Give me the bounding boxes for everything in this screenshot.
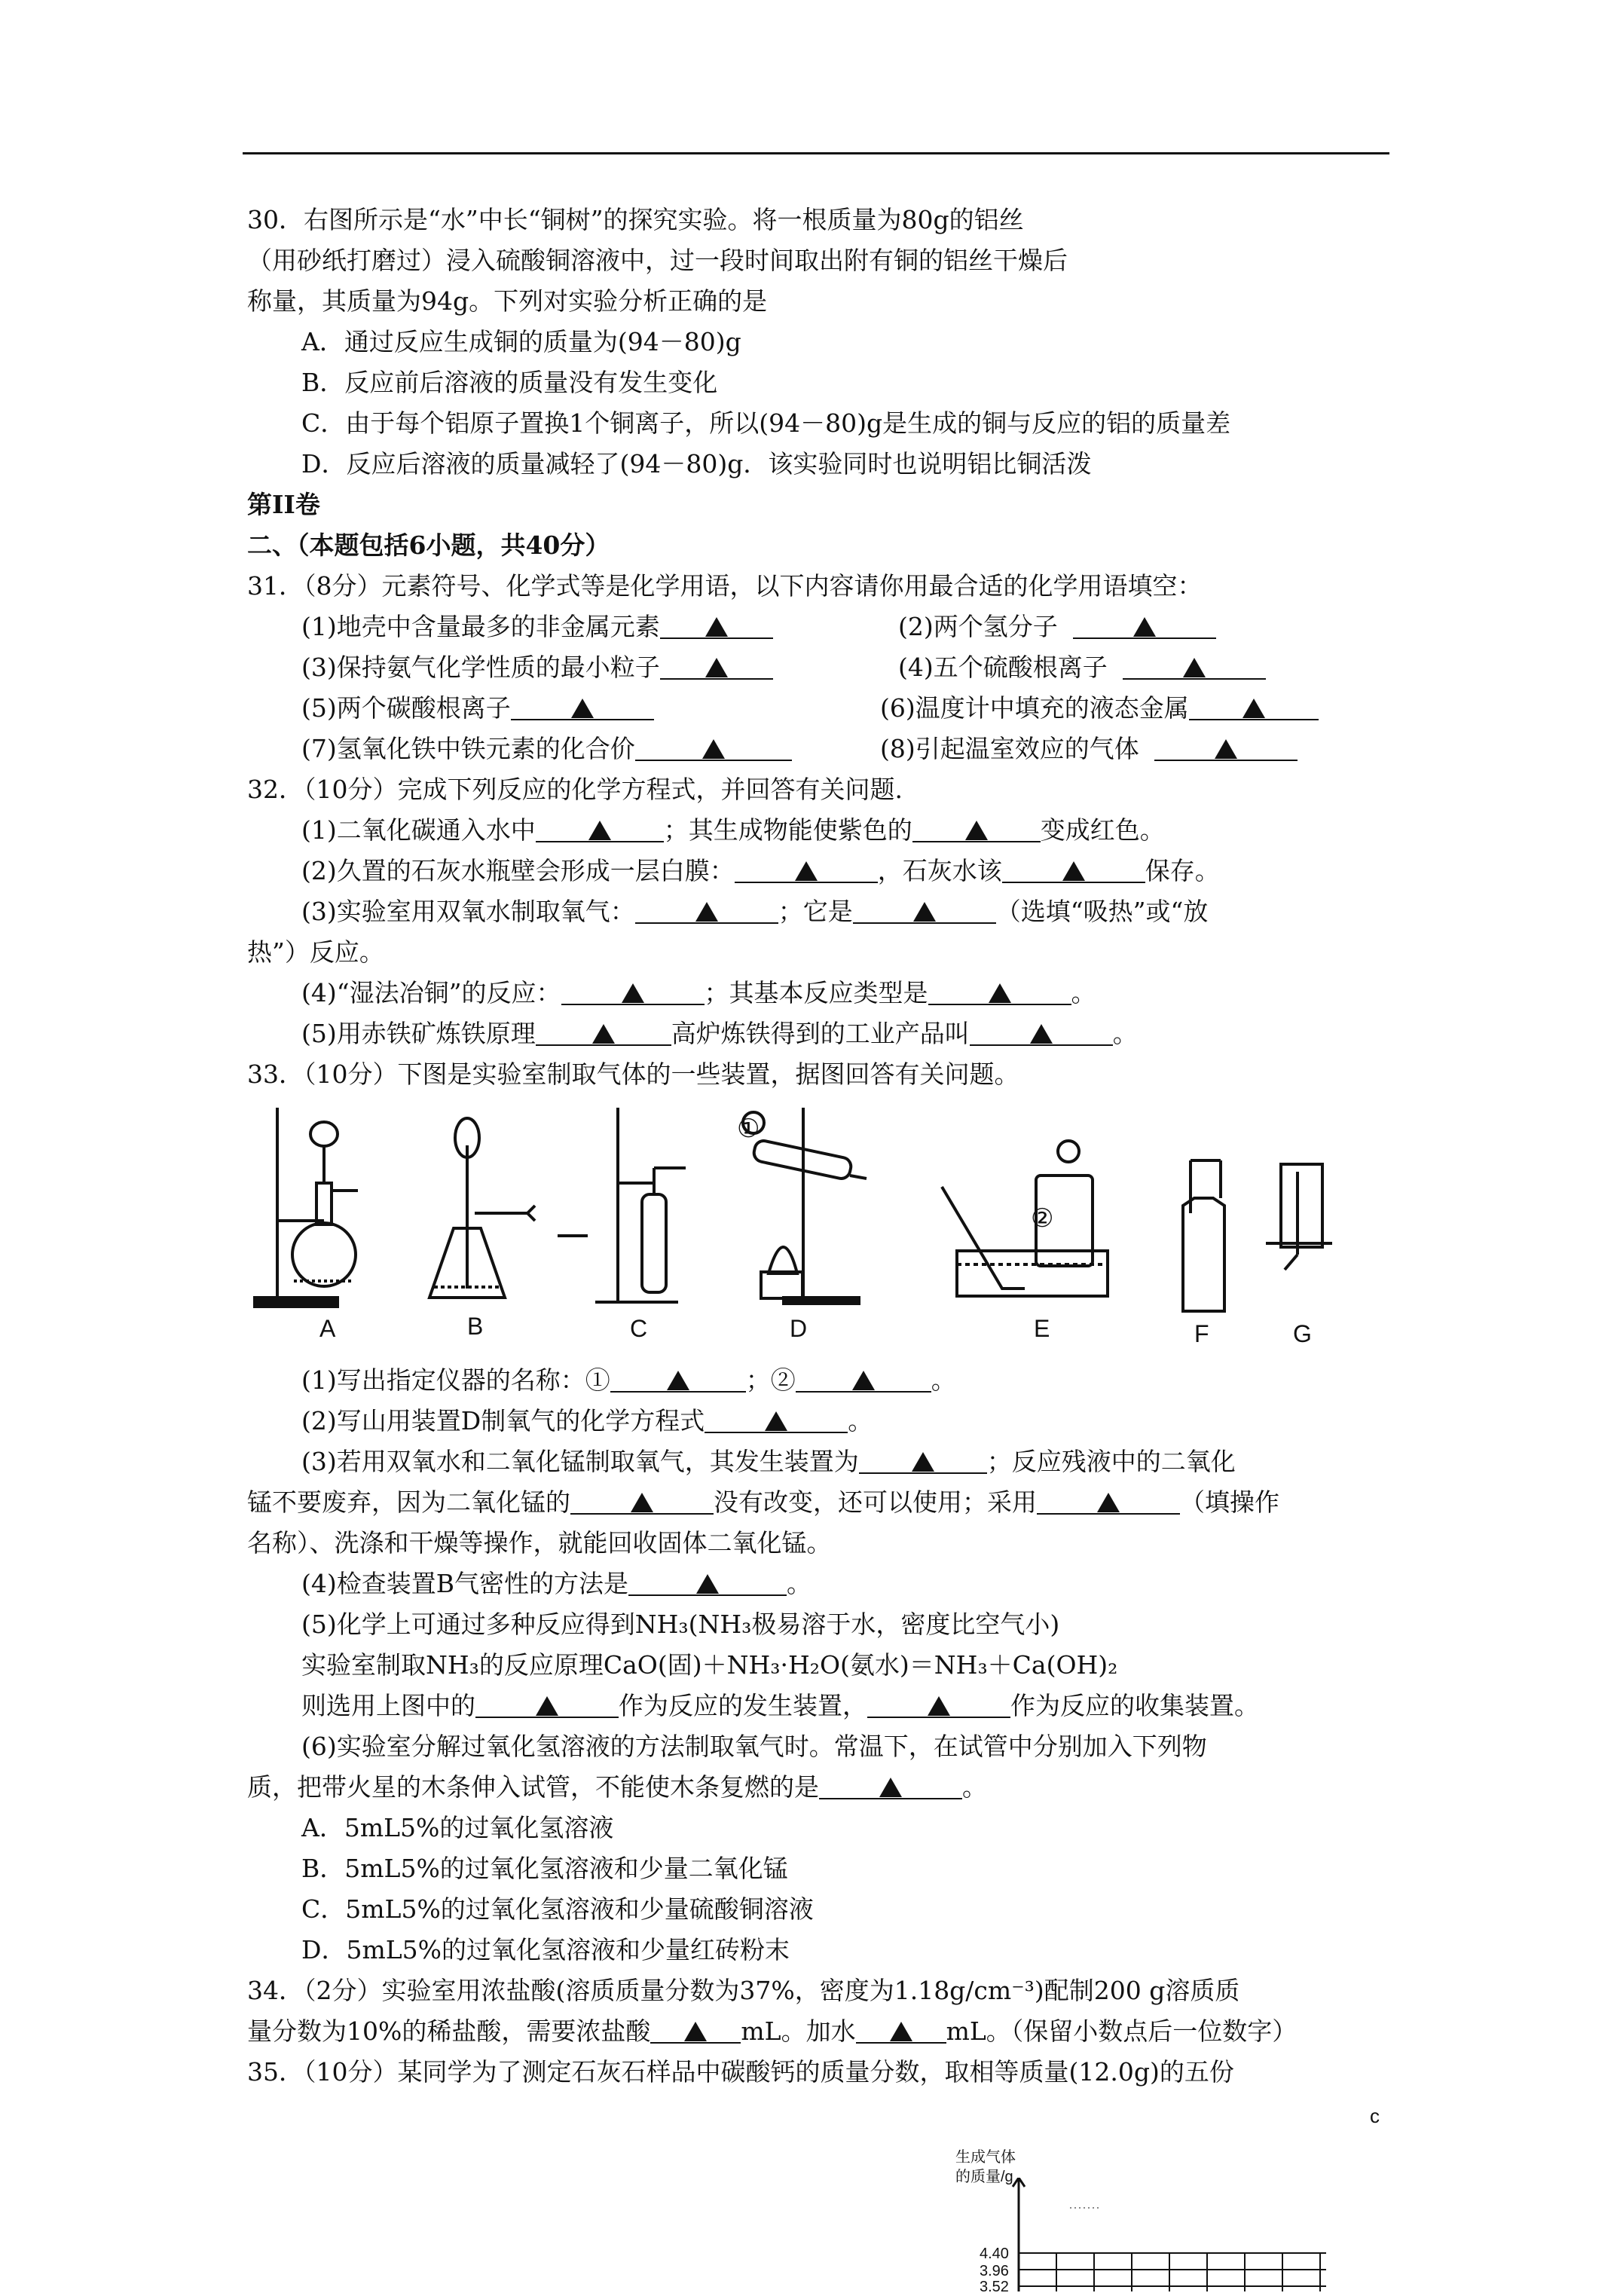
blank-triangle-icon	[1062, 861, 1085, 881]
q32-line-5: (5)用赤铁矿炼铁原理 高炉炼铁得到的工业产品叫 。	[301, 1019, 1138, 1048]
apparatus-g	[1266, 1164, 1332, 1270]
marker-2: ②	[1031, 1204, 1054, 1233]
answer-blank[interactable]	[856, 2015, 946, 2044]
blank-triangle-icon	[1097, 1493, 1120, 1512]
tick-3-96: 3.96	[980, 2263, 1009, 2279]
blank-triangle-icon	[989, 983, 1011, 1003]
q30-option-b: B．反应前后溶液的质量没有发生变化	[301, 368, 718, 397]
blank-triangle-icon	[965, 821, 988, 840]
q33-part-4: (4)检查装置B气密性的方法是 。	[301, 1569, 812, 1598]
q30-option-d: D．反应后溶液的质量减轻了(94－80)g．该实验同时也说明铝比铜活泼	[301, 449, 1092, 478]
answer-blank[interactable]	[1123, 651, 1266, 680]
blank-triangle-icon	[684, 2022, 707, 2041]
answer-blank[interactable]	[561, 977, 705, 1005]
answer-blank[interactable]	[475, 1689, 619, 1718]
blank-triangle-icon	[571, 699, 594, 718]
q31-item-2: (2)两个氢分子	[898, 610, 1216, 644]
answer-blank[interactable]	[928, 977, 1071, 1005]
q31-item-3: (3)保持氨气化学性质的最小粒子	[301, 651, 773, 684]
blank-triangle-icon	[913, 902, 936, 922]
apparatus-c	[558, 1108, 686, 1302]
blank-triangle-icon	[705, 617, 728, 637]
blank-triangle-icon	[879, 1778, 902, 1797]
apparatus-d	[743, 1108, 867, 1304]
answer-blank[interactable]	[819, 1771, 962, 1799]
answer-blank[interactable]	[853, 895, 996, 924]
blank-triangle-icon	[1243, 699, 1265, 718]
blank-triangle-icon	[702, 739, 725, 759]
blank-triangle-icon	[622, 983, 644, 1003]
answer-blank[interactable]	[1037, 1486, 1180, 1515]
q30-stem-line-3: 称量，其质量为94g。下列对实验分析正确的是	[247, 286, 768, 316]
q32-line-2: (2)久置的石灰水瓶壁会形成一层白膜： ，石灰水该 保存。	[301, 856, 1220, 885]
blank-triangle-icon	[536, 1696, 558, 1716]
blank-triangle-icon	[765, 1411, 787, 1431]
answer-blank[interactable]	[796, 1364, 931, 1393]
q31-stem: 31．（8分）元素符号、化学式等是化学用语，以下内容请你用最合适的化学用语填空：	[247, 571, 1203, 601]
q33-part-3-end: 名称）、洗涤和干燥等操作，就能回收固体二氧化锰。	[247, 1528, 832, 1558]
blank-triangle-icon	[1215, 739, 1237, 759]
q31-item-1: (1)地壳中含量最多的非金属元素	[301, 610, 773, 644]
blank-triangle-icon	[696, 1574, 719, 1594]
marker-1: ①	[737, 1114, 760, 1143]
q33-part-6-cont: 质，把带火星的木条伸入试管，不能使木条复燃的是 。	[247, 1772, 987, 1802]
answer-blank[interactable]	[536, 814, 664, 842]
q33-part-6: (6)实验室分解过氧化氢溶液的方法制取氧气时。常温下，在试管中分别加入下列物	[301, 1732, 1207, 1761]
label-g: G	[1293, 1320, 1312, 1347]
answer-blank[interactable]	[628, 1567, 787, 1596]
q30-stem-line-2: （用砂纸打磨过）浸入硫酸铜溶液中，过一段时间取出附有铜的铝丝干燥后	[247, 246, 1068, 275]
apparatus-f	[1183, 1160, 1224, 1311]
blank-triangle-icon	[890, 2022, 912, 2041]
q32-stem: 32．（10分）完成下列反应的化学方程式，并回答有关问题.	[247, 775, 903, 804]
answer-blank[interactable]	[635, 895, 778, 924]
q31-item-7: (7)氢氧化铁中铁元素的化合价	[301, 732, 792, 766]
q33-option-d: D．5mL5%的过氧化氢溶液和少量红砖粉末	[301, 1935, 790, 1964]
corner-mark: c	[1370, 2105, 1380, 2127]
answer-blank[interactable]	[859, 1445, 987, 1474]
q33-part-1: (1)写出指定仪器的名称：① ；② 。	[301, 1365, 956, 1395]
q30-option-c: C．由于每个铝原子置换1个铜离子，所以(94－80)g是生成的铜与反应的铝的质量差	[301, 408, 1231, 438]
blank-triangle-icon	[631, 1493, 653, 1512]
apparatus-e	[942, 1141, 1108, 1296]
q31-item-4: (4)五个硫酸根离子	[898, 651, 1266, 684]
blank-triangle-icon	[695, 902, 718, 922]
answer-blank[interactable]	[570, 1486, 714, 1515]
answer-blank[interactable]	[735, 855, 878, 883]
blank-triangle-icon	[795, 861, 818, 881]
answer-blank[interactable]	[970, 1017, 1113, 1046]
tick-4-40: 4.40	[980, 2246, 1009, 2262]
q34-line-1: 34．（2分）实验室用浓盐酸(溶质质量分数为37%，密度为1.18g/cm⁻³)配制200 g溶质质	[247, 1976, 1240, 2005]
answer-blank[interactable]	[1154, 732, 1298, 761]
q34-line-2: 量分数为10%的稀盐酸，需要浓盐酸 mL。加水 mL。（保留小数点后一位数字）	[247, 2016, 1298, 2046]
answer-blank[interactable]	[1002, 855, 1145, 883]
blank-triangle-icon	[667, 1371, 689, 1390]
chart-grid	[1010, 2178, 1371, 2291]
q33-stem: 33．（10分）下图是实验室制取气体的一些装置，据图回答有关问题。	[247, 1059, 1019, 1089]
answer-blank[interactable]	[660, 651, 773, 680]
section-title: 第II卷	[247, 490, 320, 519]
q32-line-4: (4)“湿法冶铜”的反应： ；其基本反应类型是 。	[301, 978, 1096, 1007]
apparatus-a	[255, 1108, 358, 1307]
label-b: B	[467, 1313, 484, 1340]
answer-blank[interactable]	[660, 610, 773, 639]
chart-ylabel: 生成气体 的质量/g	[955, 2149, 1016, 2185]
q33-part-5-ask: 则选用上图中的 作为反应的发生装置， 作为反应的收集装置。	[301, 1691, 1259, 1720]
apparatus-figure	[241, 1100, 1356, 1349]
q30-stem-line-1: 30．右图所示是“水”中长“铜树”的探究实验。将一根质量为80g的铝丝	[247, 205, 1024, 234]
answer-blank[interactable]	[1189, 692, 1319, 720]
q33-part-5-reaction: 实验室制取NH₃的反应原理CaO(固)＋NH₃·H₂O(氨水)＝NH₃＋Ca(OH)₂	[301, 1650, 1118, 1680]
q31-item-6: (6)温度计中填充的液态金属	[880, 692, 1319, 725]
answer-blank[interactable]	[610, 1364, 746, 1393]
label-e: E	[1034, 1315, 1050, 1342]
q33-option-a: A．5mL5%的过氧化氢溶液	[301, 1813, 614, 1842]
blank-triangle-icon	[705, 658, 728, 677]
q32-line-3: (3)实验室用双氧水制取氧气： ；它是 （选填“吸热”或“放	[301, 897, 1209, 926]
answer-blank[interactable]	[705, 1405, 848, 1433]
q33-part-3: (3)若用双氧水和二氧化锰制取氧气，其发生装置为 ；反应残液中的二氧化	[301, 1447, 1236, 1476]
tick-3-52: 3.52	[980, 2279, 1009, 2295]
answer-blank[interactable]	[511, 692, 654, 720]
blank-triangle-icon	[592, 1024, 615, 1044]
q33-part-5: (5)化学上可通过多种反应得到NH₃(NH₃极易溶于水，密度比空气小)	[301, 1610, 1060, 1639]
q31-item-8: (8)引起温室效应的气体	[880, 732, 1298, 766]
q33-option-c: C．5mL5%的过氧化氢溶液和少量硫酸铜溶液	[301, 1894, 814, 1924]
section-part: 二、（本题包括6小题，共40分）	[247, 530, 610, 560]
blank-triangle-icon	[588, 821, 611, 840]
answer-blank[interactable]	[867, 1689, 1010, 1718]
label-a: A	[319, 1315, 336, 1342]
q30-option-a: A．通过反应生成铜的质量为(94－80)g	[301, 327, 741, 356]
q31-item-5: (5)两个碳酸根离子	[301, 692, 654, 725]
answer-blank[interactable]	[536, 1017, 671, 1046]
blank-triangle-icon	[1030, 1024, 1053, 1044]
q32-line-1: (1)二氧化碳通入水中 ；其生成物能使紫色的 变成红色。	[301, 815, 1165, 845]
blank-triangle-icon	[928, 1696, 950, 1716]
label-c: C	[630, 1315, 648, 1342]
q33-option-b: B．5mL5%的过氧化氢溶液和少量二氧化锰	[301, 1854, 788, 1883]
label-f: F	[1194, 1320, 1209, 1347]
blank-triangle-icon	[1133, 617, 1156, 637]
blank-triangle-icon	[912, 1452, 934, 1472]
q33-part-2: (2)写山用装置D制氧气的化学方程式 。	[301, 1406, 873, 1435]
q35-line-1: 35．（10分）某同学为了测定石灰石样品中碳酸钙的质量分数，取相等质量(12.0g)的五份	[247, 2057, 1234, 2087]
answer-blank[interactable]	[650, 2015, 741, 2044]
label-d: D	[790, 1315, 808, 1342]
blank-triangle-icon	[852, 1371, 875, 1390]
answer-blank[interactable]	[912, 814, 1041, 842]
q33-part-3-cont: 锰不要废弃，因为二氧化锰的 没有改变，还可以使用；采用 （填操作	[247, 1487, 1279, 1517]
header-rule	[243, 152, 1389, 154]
q32-line-3-cont: 热”）反应。	[247, 937, 384, 967]
blank-triangle-icon	[1183, 658, 1206, 677]
answer-blank[interactable]	[635, 732, 792, 761]
answer-blank[interactable]	[1073, 610, 1216, 639]
apparatus-b	[429, 1118, 535, 1298]
